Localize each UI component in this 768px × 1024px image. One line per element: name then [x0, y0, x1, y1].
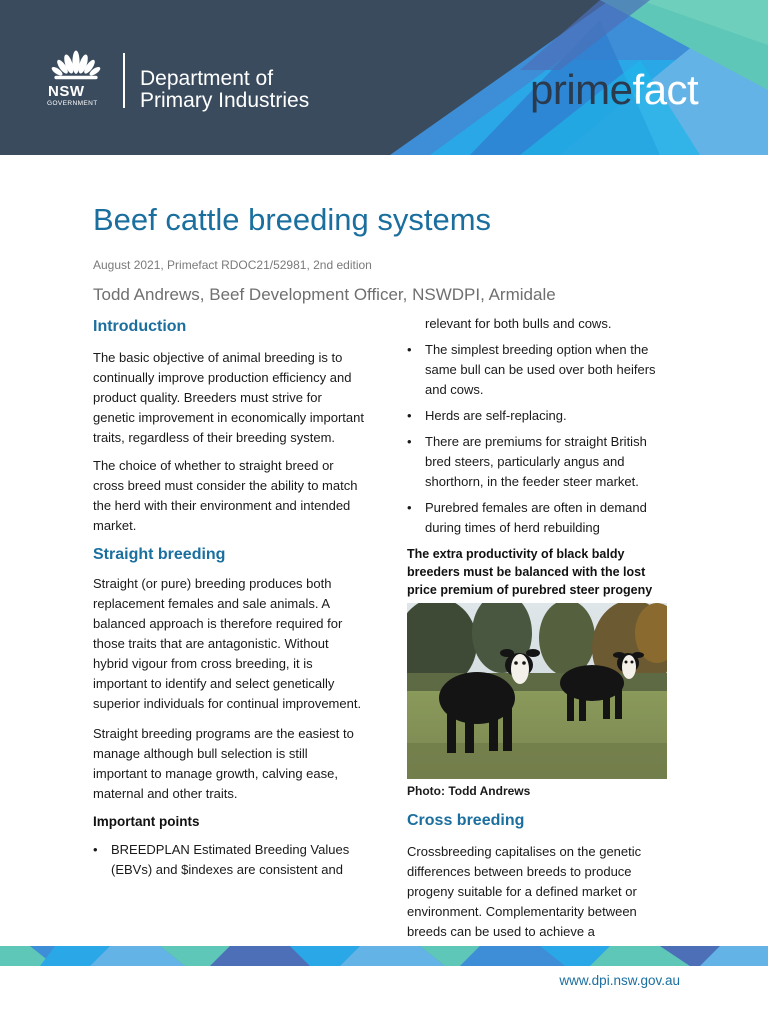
important-points-list [93, 840, 365, 880]
list-item: • BREEDPLAN Estimated Breeding Values (EBVs) and $indexes are consistent and [93, 840, 365, 880]
edition-line: August 2021, Primefact RDOC21/52981, 2nd edition [93, 258, 372, 272]
important-points-heading: Important points [93, 814, 200, 829]
government-label: GOVERNMENT [47, 100, 98, 107]
header-banner [0, 0, 768, 155]
introduction-heading: Introduction [93, 318, 187, 335]
department-name [140, 68, 370, 112]
straight-paragraph-1: Straight (or pure) breeding produces both replacement females and sale animals. A balanced approach is therefore required for those traits that are antagonistic. Without hybrid vigour from cross breeding, it is important to identify and select genetically superior individuals for continual improvement. [93, 576, 362, 711]
photo-credit: Photo: Todd Andrews [407, 784, 531, 798]
left-column [93, 316, 365, 880]
header-divider [123, 53, 125, 108]
cattle-photo [407, 603, 667, 779]
page-title: Beef cattle breeding systems [93, 202, 492, 237]
bullet-continuation: relevant for both bulls and cows. [425, 316, 612, 331]
list-item: • There are premiums for straight British bred steers, particularly angus and shorthorn, in the feeder steer market. [407, 432, 675, 492]
cross-breeding-heading: Cross breeding [407, 812, 525, 829]
waratah-logo [46, 46, 106, 82]
intro-paragraph-2: The choice of whether to straight breed or cross breed must consider the ability to match the herd with their environment and intended market. [93, 458, 358, 533]
straight-paragraph-2: Straight breeding programs are the easiest to manage although bull selection is still important to manage growth, calving ease, maternal and other traits. [93, 726, 354, 801]
important-points-list-continued [407, 340, 675, 538]
brand-fact: fact [632, 66, 699, 113]
nsw-wordmark: NSW [48, 83, 85, 100]
right-column [407, 314, 675, 942]
photo-caption: The extra productivity of black baldy breeders must be balanced with the lost price premium of purebred steer progeny [407, 547, 653, 597]
footer-geometric-band [0, 946, 768, 966]
cross-paragraph-1: Crossbreeding capitalises on the genetic differences between breeds to produce progeny suitable for a defined market or environment. Complementarity between breeds can be used to achieve a [407, 844, 642, 939]
straight-breeding-heading: Straight breeding [93, 546, 226, 563]
primefact-brand [530, 66, 698, 114]
department-line-2: Primary Industries [140, 89, 310, 112]
list-item: • Herds are self-replacing. [407, 406, 675, 426]
department-line-1: Department of [140, 67, 274, 90]
website-link[interactable]: www.dpi.nsw.gov.au [559, 973, 680, 988]
brand-prime: prime [530, 66, 633, 113]
list-item: • Purebred females are often in demand during times of herd rebuilding [407, 498, 675, 538]
intro-paragraph-1: The basic objective of animal breeding is to continually improve production efficiency and product quality. Breeders must strive for genetic improvement in economically important traits, regardless of their breeding system. [93, 350, 364, 445]
list-item: • The simplest breeding option when the same bull can be used over both heifers and cows. [407, 340, 675, 400]
author-line: Todd Andrews, Beef Development Officer, NSWDPI, Armidale [93, 285, 556, 304]
